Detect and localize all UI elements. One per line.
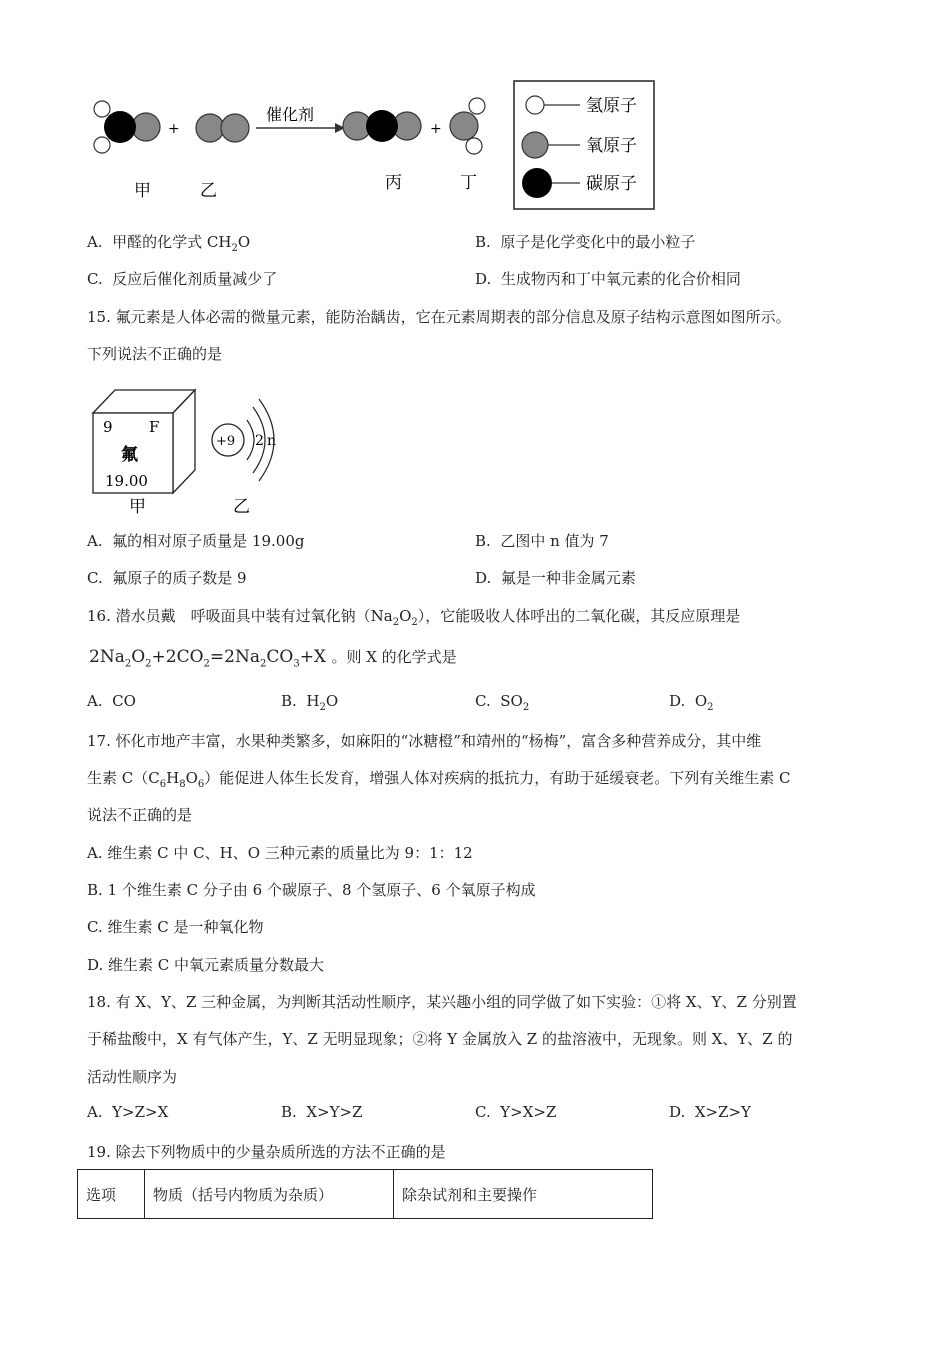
q16-option-c[interactable]: C. $SO_2$	[475, 692, 530, 713]
legend-hydrogen: 氢原子	[586, 96, 637, 116]
element-name: 氟	[121, 445, 138, 465]
q17-option-c[interactable]: C. 维生素 C 是一种氧化物	[87, 918, 264, 936]
q19-table	[77, 1169, 653, 1219]
q18-option-a[interactable]: A. Y>Z>X	[87, 1103, 169, 1121]
q17-option-a[interactable]: A. 维生素 C 中 C、H、O 三种元素的质量比为 9：1：12	[87, 844, 473, 862]
q14-option-c[interactable]: C. 反应后催化剂质量减少了	[87, 270, 278, 288]
fluorine-diagram	[85, 385, 295, 520]
label-jia: 甲	[134, 181, 151, 201]
nucleus-charge: +9	[216, 434, 236, 449]
shell-2-electrons: n	[267, 433, 277, 449]
q15-option-a[interactable]: A. 氟的相对原子质量是 19.00g	[87, 532, 305, 550]
q14-option-b[interactable]: B. 原子是化学变化中的最小粒子	[475, 233, 696, 251]
q17-option-d[interactable]: D. 维生素 C 中氧元素质量分数最大	[87, 956, 325, 974]
plus-2: +	[430, 121, 442, 137]
reaction-diagram	[80, 78, 660, 218]
element-symbol: F	[149, 418, 160, 436]
table-header-cell: 物质（括号内物质为杂质）	[145, 1170, 394, 1219]
table-header-cell: 选项	[78, 1170, 145, 1219]
label-bing: 丙	[385, 173, 402, 193]
q16-option-a[interactable]: A. CO	[87, 692, 136, 710]
q16-equation: $2Na_2O_2+2CO_2=2Na_2CO_3+X$ 。则 X 的化学式是	[89, 647, 457, 670]
q17-option-b[interactable]: B. 1 个维生素 C 分子由 6 个碳原子、8 个氢原子、6 个氧原子构成	[87, 881, 536, 899]
atom-structure	[212, 399, 276, 481]
q18-stem-line2: 于稀盐酸中，X 有气体产生，Y、Z 无明显现象；②将 Y 金属放入 Z 的盐溶液中，无现象。则 X、Y、Z 的	[87, 1030, 793, 1048]
label-yi: 乙	[200, 181, 217, 201]
molecule-bing	[343, 110, 421, 142]
catalyst-label: 催化剂	[266, 107, 315, 124]
molecule-yi	[196, 114, 249, 142]
q18-option-c[interactable]: C. Y>X>Z	[475, 1103, 557, 1121]
atom-label: 乙	[233, 497, 250, 517]
legend-oxygen: 氧原子	[586, 136, 637, 156]
plus-1: +	[168, 121, 180, 137]
label-ding: 丁	[460, 173, 477, 193]
legend-carbon: 碳原子	[586, 174, 637, 194]
q15-stem-line2: 下列说法不正确的是	[87, 345, 223, 363]
q18-option-d[interactable]: D. X>Z>Y	[669, 1103, 751, 1121]
table-header-row	[78, 1170, 653, 1219]
q15-option-c[interactable]: C. 氟原子的质子数是 9	[87, 569, 247, 587]
atomic-number: 9	[103, 418, 113, 436]
q14-option-a[interactable]: A. 甲醛的化学式 $CH_2O$	[87, 233, 251, 254]
periodic-cell	[93, 390, 195, 493]
q18-stem-line1: 18. 有 X、Y、Z 三种金属，为判断其活动性顺序，某兴趣小组的同学做了如下实验：①将 X、Y、Z 分别置	[87, 993, 797, 1011]
cell-label: 甲	[129, 497, 146, 517]
q17-stem-line2: 生素 $C(C_6H_8O_6)$能促进人体生长发育，增强人体对疾病的抵抗力，有助于延缓衰老。下列有关维生素 C	[87, 769, 791, 790]
q15-option-b[interactable]: B. 乙图中 n 值为 7	[475, 532, 609, 550]
molecule-jia	[94, 101, 160, 153]
q15-stem-line1: 15. 氟元素是人体必需的微量元素，能防治龋齿，它在元素周期表的部分信息及原子结构示意图如图所示。	[87, 308, 791, 326]
shell-1-electrons: 2	[255, 433, 264, 449]
legend-box	[514, 81, 654, 209]
atomic-mass: 19.00	[105, 472, 148, 490]
q16-option-b[interactable]: B. $H_2O$	[281, 692, 339, 713]
q15-option-d[interactable]: D. 氟是一种非金属元素	[475, 569, 636, 587]
q18-option-b[interactable]: B. X>Y>Z	[281, 1103, 363, 1121]
q17-stem-line1: 17. 怀化市地产丰富，水果种类繁多，如麻阳的“冰糖橙”和靖州的“杨梅”，富含多种营养成分，其中维	[87, 732, 762, 750]
q16-option-d[interactable]: D. $O_2$	[669, 692, 714, 713]
q19-stem-line1: 19. 除去下列物质中的少量杂质所选的方法不正确的是	[87, 1143, 446, 1161]
q18-stem-line3: 活动性顺序为	[87, 1068, 178, 1086]
q16-stem-line1: 16. 潜水员戴 呼吸面具中装有过氧化钠$(Na_2O_2)$，它能吸收人体呼出的二氧化碳，其反应原理是	[87, 607, 741, 628]
q14-option-d[interactable]: D. 生成物丙和丁中氧元素的化合价相同	[475, 270, 741, 288]
table-header-cell: 除杂试剂和主要操作	[394, 1170, 653, 1219]
q17-stem-line3: 说法不正确的是	[87, 806, 193, 824]
molecule-ding	[450, 98, 485, 154]
